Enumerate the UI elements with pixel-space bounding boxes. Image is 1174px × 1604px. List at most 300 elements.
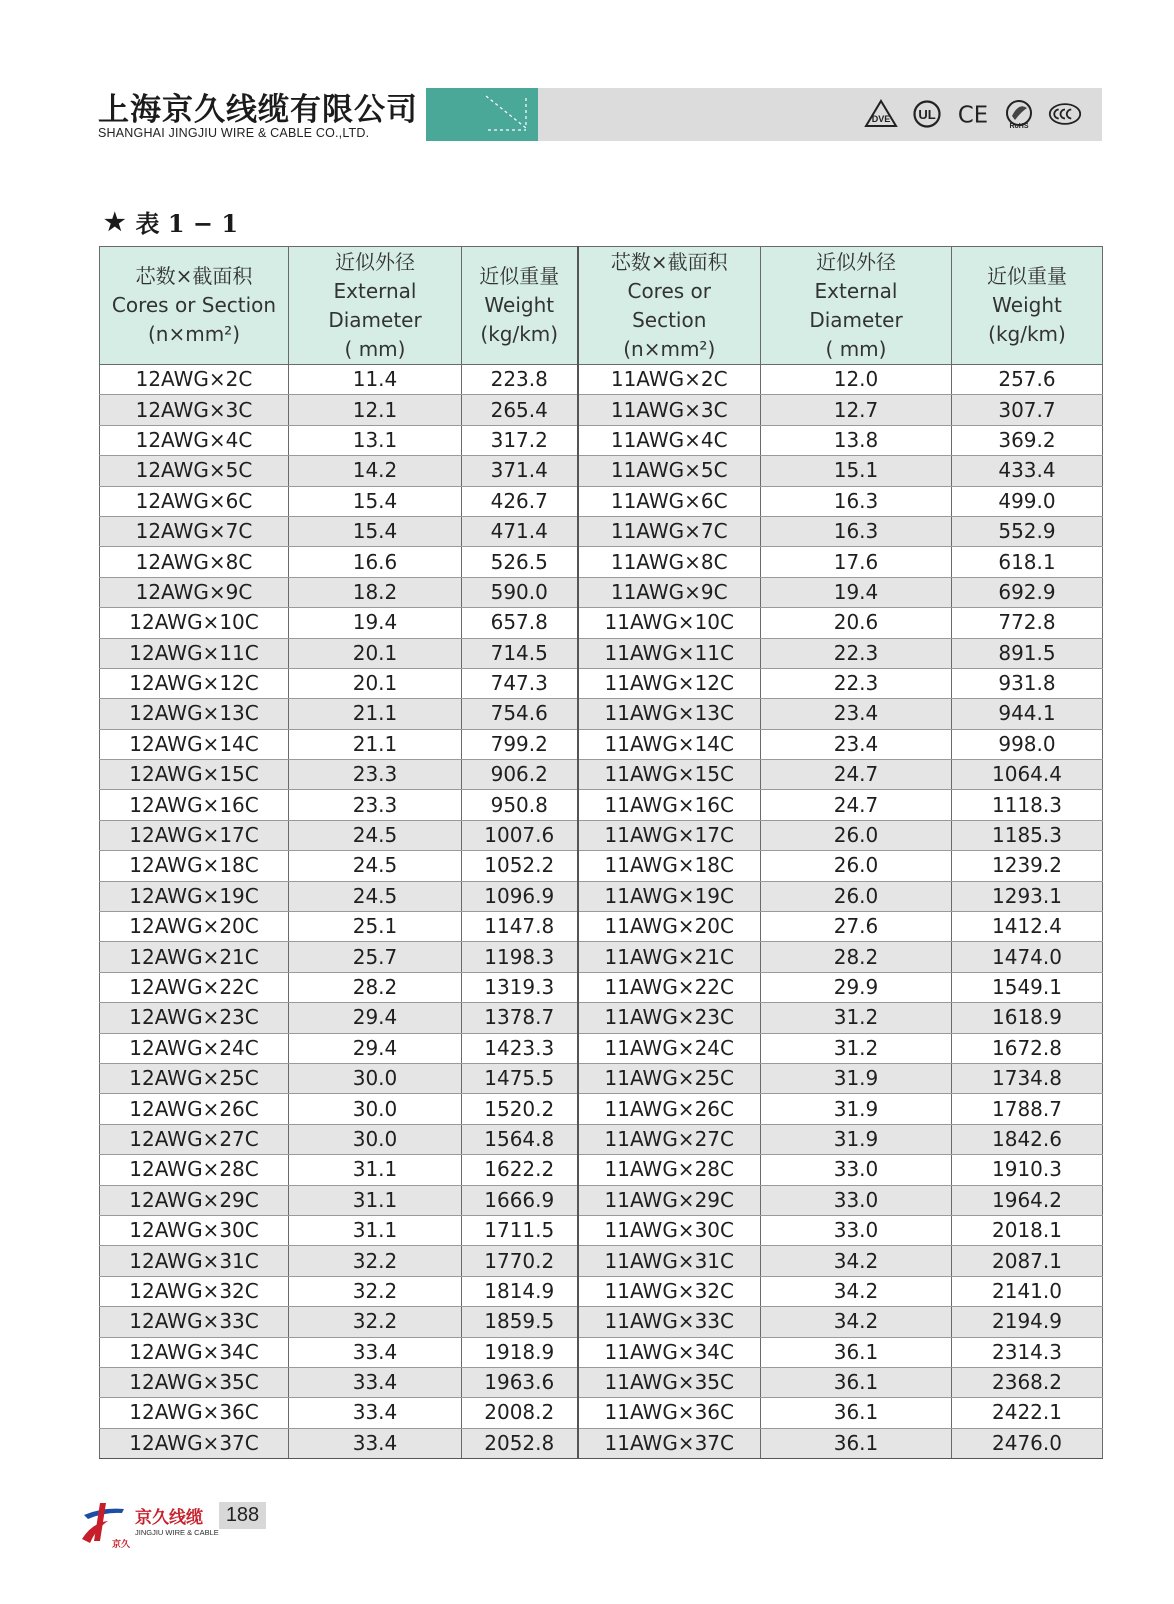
table-cell: 23.3 [289, 790, 462, 820]
table-cell: 24.5 [289, 881, 462, 911]
table-cell: 1147.8 [462, 912, 578, 942]
dashed-corner-graphic [426, 88, 538, 141]
table-cell: 33.4 [289, 1337, 462, 1367]
table-cell: 12AWG×36C [100, 1398, 289, 1428]
table-cell: 12AWG×22C [100, 972, 289, 1002]
column-header [100, 247, 289, 365]
table-cell: 433.4 [952, 456, 1103, 486]
table-row [100, 1124, 1103, 1154]
table-header [100, 247, 1103, 365]
table-cell: 998.0 [952, 729, 1103, 759]
column-header-line: Diameter [328, 307, 422, 332]
table-cell: 11AWG×29C [578, 1185, 761, 1215]
column-header-line: (n×mm²) [147, 322, 241, 346]
table-cell: 12AWG×23C [100, 1003, 289, 1033]
table-cell: 799.2 [462, 729, 578, 759]
table-cell: 11AWG×22C [578, 972, 761, 1002]
table-cell: 36.1 [761, 1398, 952, 1428]
table-cell: 369.2 [952, 425, 1103, 455]
table-cell: 25.1 [289, 912, 462, 942]
table-cell: 11AWG×4C [578, 425, 761, 455]
table-row [100, 699, 1103, 729]
table-cell: 2087.1 [952, 1246, 1103, 1276]
table-cell: 1520.2 [462, 1094, 578, 1124]
table-cell: 16.6 [289, 547, 462, 577]
table-cell: 12AWG×4C [100, 425, 289, 455]
table-cell: 11AWG×10C [578, 608, 761, 638]
column-header-line: 芯数×截面积 [135, 264, 253, 288]
table-cell: 31.9 [761, 1094, 952, 1124]
table-row [100, 638, 1103, 668]
table-cell: 1412.4 [952, 912, 1103, 942]
table-row [100, 1398, 1103, 1428]
table-cell: 12.1 [289, 395, 462, 425]
table-cell: 1118.3 [952, 790, 1103, 820]
column-header [289, 247, 462, 365]
table-row [100, 577, 1103, 607]
table-row [100, 760, 1103, 790]
table-cell: 31.1 [289, 1155, 462, 1185]
table-cell: 11AWG×14C [578, 729, 761, 759]
table-cell: 11AWG×11C [578, 638, 761, 668]
table-cell: 944.1 [952, 699, 1103, 729]
table-cell: 33.0 [761, 1215, 952, 1245]
table-cell: 20.1 [289, 638, 462, 668]
table-cell: 30.0 [289, 1094, 462, 1124]
column-header-line: (kg/km) [480, 322, 559, 346]
table-cell: 1963.6 [462, 1367, 578, 1397]
table-cell: 12AWG×11C [100, 638, 289, 668]
table-cell: 1814.9 [462, 1276, 578, 1306]
table-cell: 12AWG×26C [100, 1094, 289, 1124]
table-cell: 12.7 [761, 395, 952, 425]
table-cell: 552.9 [952, 516, 1103, 546]
table-cell: 11AWG×27C [578, 1124, 761, 1154]
table-cell: 11AWG×30C [578, 1215, 761, 1245]
table-cell: 1734.8 [952, 1063, 1103, 1093]
table-cell: 11AWG×9C [578, 577, 761, 607]
table-cell: 1293.1 [952, 881, 1103, 911]
table-cell: 11AWG×15C [578, 760, 761, 790]
table-cell: 590.0 [462, 577, 578, 607]
column-header [462, 247, 578, 365]
table-cell: 265.4 [462, 395, 578, 425]
table-cell: 22.3 [761, 668, 952, 698]
table-cell: 1622.2 [462, 1155, 578, 1185]
table-cell: 22.3 [761, 638, 952, 668]
table-cell: 14.2 [289, 456, 462, 486]
page-number: 188 [219, 1502, 266, 1529]
table-cell: 12AWG×6C [100, 486, 289, 516]
footer-brand-cn: 京久线缆 [135, 1508, 203, 1528]
table-cell: 12AWG×37C [100, 1428, 289, 1458]
table-cell: 1423.3 [462, 1033, 578, 1063]
table-cell: 317.2 [462, 425, 578, 455]
table-cell: 12AWG×29C [100, 1185, 289, 1215]
table-cell: 33.4 [289, 1428, 462, 1458]
table-row [100, 1428, 1103, 1458]
table-cell: 31.1 [289, 1215, 462, 1245]
table-cell: 772.8 [952, 608, 1103, 638]
table-cell: 12AWG×7C [100, 516, 289, 546]
column-header-line: 近似重量 [479, 264, 560, 288]
table-cell: 11AWG×17C [578, 820, 761, 850]
table-cell: 1711.5 [462, 1215, 578, 1245]
table-cell: 17.6 [761, 547, 952, 577]
column-header-line: ( mm) [344, 336, 406, 361]
table-row [100, 881, 1103, 911]
table-title [104, 204, 238, 239]
column-header-line: (kg/km) [988, 322, 1066, 346]
table-cell: 906.2 [462, 760, 578, 790]
table-cell: 1859.5 [462, 1307, 578, 1337]
table-cell: 11AWG×25C [578, 1063, 761, 1093]
table-cell: 1964.2 [952, 1185, 1103, 1215]
logo-text: 京久 [112, 1540, 131, 1550]
table-cell: 471.4 [462, 516, 578, 546]
table-cell: 27.6 [761, 912, 952, 942]
table-row [100, 1337, 1103, 1367]
table-cell: 1239.2 [952, 851, 1103, 881]
table-cell: 11AWG×23C [578, 1003, 761, 1033]
table-cell: 12AWG×2C [100, 365, 289, 395]
table-row [100, 972, 1103, 1002]
table-cell: 28.2 [761, 942, 952, 972]
table-cell: 23.3 [289, 760, 462, 790]
table-cell: 11AWG×34C [578, 1337, 761, 1367]
table-cell: 12AWG×18C [100, 851, 289, 881]
column-header-line: Cores or Section [111, 293, 277, 317]
column-header-line: Diameter [809, 307, 903, 332]
table-cell: 223.8 [462, 365, 578, 395]
table-cell: 12AWG×25C [100, 1063, 289, 1093]
table-cell: 30.0 [289, 1063, 462, 1093]
table-cell: 2141.0 [952, 1276, 1103, 1306]
table-cell: 12AWG×15C [100, 760, 289, 790]
table-cell: 426.7 [462, 486, 578, 516]
table-row [100, 547, 1103, 577]
table-cell: 23.4 [761, 699, 952, 729]
table-cell: 12AWG×24C [100, 1033, 289, 1063]
table-cell: 1918.9 [462, 1337, 578, 1367]
table-cell: 11AWG×36C [578, 1398, 761, 1428]
table-cell: 657.8 [462, 608, 578, 638]
vde-icon [864, 97, 898, 131]
table-cell: 11AWG×13C [578, 699, 761, 729]
table-cell: 1185.3 [952, 820, 1103, 850]
table-cell: 26.0 [761, 851, 952, 881]
table-cell: 12AWG×16C [100, 790, 289, 820]
table-cell: 1378.7 [462, 1003, 578, 1033]
header-band [538, 88, 1102, 141]
table-cell: 11AWG×35C [578, 1367, 761, 1397]
table-cell: 32.2 [289, 1276, 462, 1306]
table-cell: 1474.0 [952, 942, 1103, 972]
company-name-cn: 上海京久线缆有限公司 [98, 92, 418, 128]
table-cell: 1618.9 [952, 1003, 1103, 1033]
table-row [100, 516, 1103, 546]
table-cell: 36.1 [761, 1428, 952, 1458]
table-cell: 11AWG×2C [578, 365, 761, 395]
table-cell: 20.1 [289, 668, 462, 698]
column-header-line: 芯数×截面积 [610, 249, 728, 274]
table-row [100, 790, 1103, 820]
column-header-line: Weight [992, 293, 1062, 317]
table-cell: 12AWG×27C [100, 1124, 289, 1154]
table-cell: 19.4 [761, 577, 952, 607]
table-cell: 12.0 [761, 365, 952, 395]
table-row [100, 425, 1103, 455]
table-cell: 33.4 [289, 1367, 462, 1397]
table-row [100, 395, 1103, 425]
rohs-icon [1002, 97, 1036, 131]
table-row [100, 1276, 1103, 1306]
table-cell: 11AWG×26C [578, 1094, 761, 1124]
table-cell: 12AWG×13C [100, 699, 289, 729]
column-header-line: External [333, 278, 417, 303]
table-cell: 950.8 [462, 790, 578, 820]
table-cell: 11AWG×21C [578, 942, 761, 972]
header-accent-block [426, 88, 538, 141]
table-cell: 1007.6 [462, 820, 578, 850]
table-cell: 21.1 [289, 729, 462, 759]
table-cell: 11AWG×33C [578, 1307, 761, 1337]
table-cell: 12AWG×12C [100, 668, 289, 698]
table-cell: 1910.3 [952, 1155, 1103, 1185]
table-cell: 18.2 [289, 577, 462, 607]
column-header-line: (n×mm²) [623, 336, 716, 361]
table-row [100, 486, 1103, 516]
table-cell: 33.0 [761, 1185, 952, 1215]
table-cell: 34.2 [761, 1246, 952, 1276]
table-cell: 931.8 [952, 668, 1103, 698]
table-cell: 13.1 [289, 425, 462, 455]
table-cell: 11AWG×24C [578, 1033, 761, 1063]
table-cell: 1096.9 [462, 881, 578, 911]
table-row [100, 1063, 1103, 1093]
table-cell: 1564.8 [462, 1124, 578, 1154]
table-cell: 692.9 [952, 577, 1103, 607]
table-cell: 2422.1 [952, 1398, 1103, 1428]
ccc-icon [1048, 97, 1082, 131]
table-cell: 34.2 [761, 1276, 952, 1306]
table-cell: 11AWG×16C [578, 790, 761, 820]
table-cell: 12AWG×21C [100, 942, 289, 972]
table-cell: 12AWG×30C [100, 1215, 289, 1245]
table-cell: 1475.5 [462, 1063, 578, 1093]
table-cell: 1319.3 [462, 972, 578, 1002]
table-cell: 29.9 [761, 972, 952, 1002]
table-cell: 36.1 [761, 1367, 952, 1397]
table-cell: 2052.8 [462, 1428, 578, 1458]
table-cell: 12AWG×34C [100, 1337, 289, 1367]
table-cell: 36.1 [761, 1337, 952, 1367]
table-cell: 1052.2 [462, 851, 578, 881]
brand-logo-icon [78, 1495, 134, 1551]
column-header-line: ( mm) [825, 336, 887, 361]
table-row [100, 820, 1103, 850]
table-cell: 1198.3 [462, 942, 578, 972]
certification-icons [864, 97, 1082, 131]
table-cell: 12AWG×35C [100, 1367, 289, 1397]
table-cell: 12AWG×9C [100, 577, 289, 607]
table-cell: 12AWG×10C [100, 608, 289, 638]
table-cell: 11AWG×20C [578, 912, 761, 942]
table-cell: 11AWG×3C [578, 395, 761, 425]
table-row [100, 1367, 1103, 1397]
ul-label: UL [918, 107, 936, 122]
table-cell: 12AWG×20C [100, 912, 289, 942]
table-cell: 15.1 [761, 456, 952, 486]
table-cell: 747.3 [462, 668, 578, 698]
table-cell: 1770.2 [462, 1246, 578, 1276]
ce-label: CE [957, 102, 989, 129]
table-cell: 11AWG×8C [578, 547, 761, 577]
table-cell: 371.4 [462, 456, 578, 486]
table-cell: 31.1 [289, 1185, 462, 1215]
table-cell: 11AWG×6C [578, 486, 761, 516]
table-cell: 12AWG×5C [100, 456, 289, 486]
ul-icon [910, 97, 944, 131]
table-cell: 12AWG×17C [100, 820, 289, 850]
table-cell: 11.4 [289, 365, 462, 395]
table-row [100, 942, 1103, 972]
table-cell: 11AWG×5C [578, 456, 761, 486]
table-cell: 25.7 [289, 942, 462, 972]
table-cell: 11AWG×31C [578, 1246, 761, 1276]
table-cell: 12AWG×3C [100, 395, 289, 425]
table-body [100, 365, 1103, 1459]
table-cell: 257.6 [952, 365, 1103, 395]
star-icon: ★ [104, 207, 126, 236]
column-header-line: 近似外径 [335, 249, 415, 274]
table-cell: 891.5 [952, 638, 1103, 668]
table-cell: 31.9 [761, 1063, 952, 1093]
table-cell: 2194.9 [952, 1307, 1103, 1337]
table-row [100, 1307, 1103, 1337]
table-cell: 16.3 [761, 486, 952, 516]
table-cell: 23.4 [761, 729, 952, 759]
table-cell: 11AWG×7C [578, 516, 761, 546]
column-header [952, 247, 1103, 365]
table-cell: 31.9 [761, 1124, 952, 1154]
table-cell: 12AWG×33C [100, 1307, 289, 1337]
table-cell: 618.1 [952, 547, 1103, 577]
table-cell: 11AWG×18C [578, 851, 761, 881]
column-header-line: Weight [484, 293, 555, 317]
table-cell: 2314.3 [952, 1337, 1103, 1367]
table-cell: 12AWG×28C [100, 1155, 289, 1185]
table-cell: 11AWG×12C [578, 668, 761, 698]
table-row [100, 1185, 1103, 1215]
ce-icon [956, 97, 990, 131]
table-cell: 33.4 [289, 1398, 462, 1428]
table-cell: 29.4 [289, 1033, 462, 1063]
table-cell: 12AWG×32C [100, 1276, 289, 1306]
table-cell: 11AWG×28C [578, 1155, 761, 1185]
table-title-text: 表 1 − 1 [135, 209, 239, 238]
table-cell: 20.6 [761, 608, 952, 638]
column-header-line: 近似重量 [987, 264, 1067, 288]
footer-brand-en: JINGJIU WIRE & CABLE [135, 1528, 219, 1537]
column-header [578, 247, 761, 365]
table-cell: 12AWG×8C [100, 547, 289, 577]
table-cell: 2368.2 [952, 1367, 1103, 1397]
table-row [100, 1003, 1103, 1033]
table-cell: 13.8 [761, 425, 952, 455]
table-row [100, 1246, 1103, 1276]
table-row [100, 851, 1103, 881]
table-cell: 16.3 [761, 516, 952, 546]
specification-table [99, 246, 1103, 1459]
table-cell: 24.7 [761, 760, 952, 790]
column-header-line: External [814, 278, 898, 303]
table-cell: 26.0 [761, 881, 952, 911]
table-cell: 307.7 [952, 395, 1103, 425]
table-cell: 31.2 [761, 1033, 952, 1063]
table-cell: 21.1 [289, 699, 462, 729]
table-cell: 12AWG×19C [100, 881, 289, 911]
table-cell: 29.4 [289, 1003, 462, 1033]
table-cell: 1788.7 [952, 1094, 1103, 1124]
table-cell: 15.4 [289, 486, 462, 516]
table-row [100, 912, 1103, 942]
table-row [100, 729, 1103, 759]
column-header-line: Section [632, 307, 707, 332]
table-cell: 1672.8 [952, 1033, 1103, 1063]
table-cell: 499.0 [952, 486, 1103, 516]
table-row [100, 1094, 1103, 1124]
table-cell: 28.2 [289, 972, 462, 1002]
table-cell: 2476.0 [952, 1428, 1103, 1458]
company-name-en: SHANGHAI JINGJIU WIRE & CABLE CO.,LTD. [98, 126, 370, 140]
table-cell: 24.7 [761, 790, 952, 820]
table-cell: 15.4 [289, 516, 462, 546]
table-row [100, 1215, 1103, 1245]
table-cell: 34.2 [761, 1307, 952, 1337]
table-cell: 11AWG×37C [578, 1428, 761, 1458]
table-cell: 11AWG×19C [578, 881, 761, 911]
table-cell: 24.5 [289, 820, 462, 850]
table-cell: 11AWG×32C [578, 1276, 761, 1306]
column-header-line: 近似外径 [816, 249, 896, 274]
table-cell: 1666.9 [462, 1185, 578, 1215]
table-cell: 31.2 [761, 1003, 952, 1033]
table-row [100, 365, 1103, 395]
table-cell: 12AWG×31C [100, 1246, 289, 1276]
column-header-line: Cores or [627, 278, 712, 303]
table-row [100, 668, 1103, 698]
table-cell: 714.5 [462, 638, 578, 668]
table-cell: 2018.1 [952, 1215, 1103, 1245]
table-cell: 24.5 [289, 851, 462, 881]
column-header [761, 247, 952, 365]
table-cell: 12AWG×14C [100, 729, 289, 759]
rohs-label: RoHS [1009, 123, 1029, 130]
table-cell: 32.2 [289, 1307, 462, 1337]
table-row [100, 1155, 1103, 1185]
vde-label: DVE [871, 114, 891, 124]
table-row [100, 456, 1103, 486]
table-cell: 1064.4 [952, 760, 1103, 790]
table-cell: 30.0 [289, 1124, 462, 1154]
table-cell: 1549.1 [952, 972, 1103, 1002]
table-cell: 32.2 [289, 1246, 462, 1276]
table-row [100, 1033, 1103, 1063]
table-cell: 26.0 [761, 820, 952, 850]
table-cell: 2008.2 [462, 1398, 578, 1428]
table-cell: 754.6 [462, 699, 578, 729]
